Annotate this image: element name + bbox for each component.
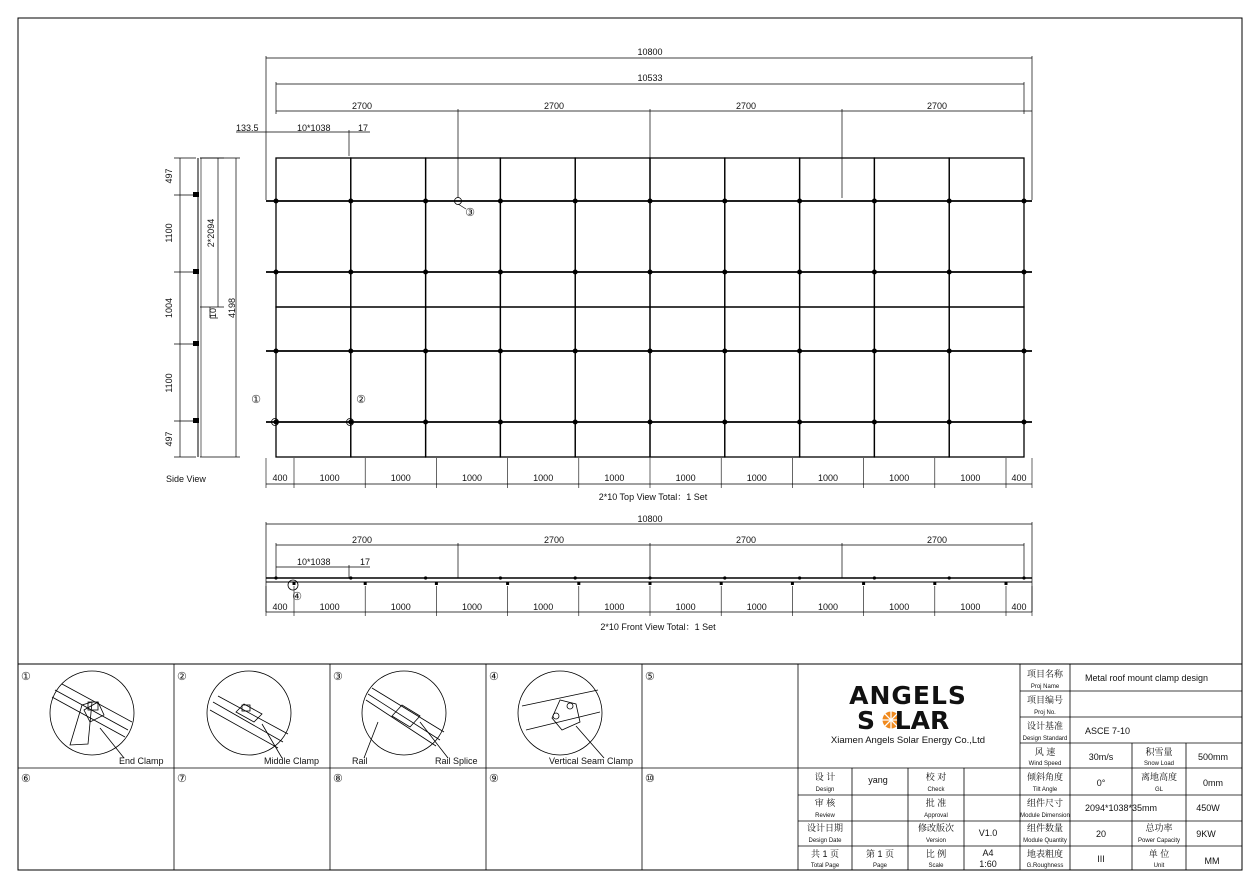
tb-proj-name-cn: 项目名称 xyxy=(1026,669,1064,679)
marker-4-front: ④ xyxy=(292,591,302,603)
spacing-label: 1000 xyxy=(817,602,839,612)
tb-moddim-en: Module Dimension xyxy=(1020,813,1070,819)
tb-design-std-val: ASCE 7-10 xyxy=(1085,726,1131,736)
clamp-point xyxy=(648,270,652,274)
detail-marker-6: ⑥ xyxy=(21,773,31,785)
tb-cap-en: Power Capacity xyxy=(1137,838,1181,844)
caption-rail: Rail xyxy=(352,756,368,766)
dim-overall: 10800 xyxy=(637,47,663,57)
tb-design-std-cn: 设计基准 xyxy=(1026,721,1064,731)
detail-marker-5: ⑤ xyxy=(645,671,655,683)
dim-gap: 17 xyxy=(358,123,369,133)
tb-gl-cn: 离地高度 xyxy=(1140,772,1178,782)
tb-cap-cn: 总功率 xyxy=(1145,823,1173,833)
detail-marker-3: ③ xyxy=(333,671,343,683)
clamp-point xyxy=(274,420,278,424)
clamp-point xyxy=(498,199,502,203)
spacing-label: 1000 xyxy=(817,473,839,483)
front-clamp xyxy=(798,576,801,579)
tb-modqty-en: Module Quantity xyxy=(1023,838,1067,844)
marker-1: ① xyxy=(251,394,261,406)
detail-panels xyxy=(18,664,798,870)
clamp-point xyxy=(424,349,428,353)
spacing-label: 400 xyxy=(1011,473,1027,483)
tb-review-cn: 审 核 xyxy=(814,798,836,808)
front-seam-clamp xyxy=(364,582,367,585)
spacing-label: 1000 xyxy=(604,602,625,612)
spacing-label: 1000 xyxy=(889,473,910,483)
side-total: 4198 xyxy=(227,297,237,319)
front-clamp xyxy=(723,576,726,579)
clamp-point xyxy=(573,270,577,274)
solar-module xyxy=(500,158,575,307)
clamp-point xyxy=(872,349,876,353)
tb-wind-val: 30m/s xyxy=(1088,752,1114,762)
tb-check-cn: 校 对 xyxy=(925,772,947,782)
logo-line1: ANGELS xyxy=(849,681,967,710)
clamp-point xyxy=(723,420,727,424)
clamp-point xyxy=(498,349,502,353)
tb-power-val: 450W xyxy=(1196,803,1220,813)
front-seam-clamp xyxy=(506,582,509,585)
top-view-caption: 2*10 Top View Total：1 Set xyxy=(598,492,708,502)
side-seg-4: 1100 xyxy=(164,373,174,393)
tb-wind-cn: 风 速 xyxy=(1034,747,1056,757)
tb-moddim-val: 2094*1038*35mm xyxy=(1085,803,1158,813)
solar-module xyxy=(575,158,650,307)
solar-module xyxy=(725,307,800,457)
tb-design-cn: 设 计 xyxy=(814,772,836,782)
front-seam-clamp xyxy=(293,582,296,585)
solar-module xyxy=(800,307,875,457)
front-spacing-dims xyxy=(266,586,1032,616)
side-module-len: 2*2094 xyxy=(206,218,216,248)
clamp-point xyxy=(274,199,278,203)
clamp-point xyxy=(947,199,951,203)
dim-inner: 10533 xyxy=(637,73,663,83)
dim-span-3: 2700 xyxy=(735,101,757,111)
tb-proj-no-en: Proj No. xyxy=(1034,710,1056,716)
spacing-label: 1000 xyxy=(960,602,981,612)
tb-modqty-cn: 组件数量 xyxy=(1026,823,1064,833)
tb-date-cn: 设计日期 xyxy=(806,823,844,833)
solar-module xyxy=(949,158,1024,307)
side-view xyxy=(164,158,240,484)
tb-rough-en: G.Roughness xyxy=(1026,863,1064,869)
solar-module xyxy=(725,158,800,307)
tb-date-en: Design Date xyxy=(808,838,842,844)
tb-version-val: V1.0 xyxy=(978,828,998,838)
tb-gl-val: 0mm xyxy=(1203,778,1223,788)
clamp-point xyxy=(498,270,502,274)
solar-module xyxy=(874,158,949,307)
tb-design-std-en: Design Standard xyxy=(1022,736,1068,742)
caption-end-clamp: End Clamp xyxy=(119,756,164,766)
side-view-label: Side View xyxy=(166,474,206,484)
top-view xyxy=(236,47,1032,502)
side-seg-2: 1100 xyxy=(164,223,174,243)
tb-scale-en: Scale xyxy=(928,863,944,869)
solar-module xyxy=(276,158,351,307)
detail-marker-7: ⑦ xyxy=(177,773,187,785)
logo-line2-s: S xyxy=(856,706,876,735)
spacing-label: 1000 xyxy=(390,602,411,612)
front-clamp xyxy=(424,576,427,579)
solar-module xyxy=(351,158,426,307)
clamp-point xyxy=(424,270,428,274)
end-clamp-illustration xyxy=(50,671,134,758)
caption-middle-clamp: Middle Clamp xyxy=(264,756,320,766)
tb-proj-name-en: Proj Name xyxy=(1030,684,1060,690)
side-gap: 10 xyxy=(208,307,218,319)
module-grid xyxy=(266,158,1032,457)
clamp-point xyxy=(274,270,278,274)
clamp-point xyxy=(798,349,802,353)
logo-line2-lar: LAR xyxy=(894,706,950,735)
bottom-spacing-dims xyxy=(266,458,1032,488)
tb-unit-val: MM xyxy=(1204,856,1220,866)
front-seam-clamp xyxy=(933,582,936,585)
spacing-label: 1000 xyxy=(319,602,340,612)
tb-scale-val1: A4 xyxy=(982,848,994,858)
front-seam-clamp xyxy=(577,582,580,585)
tb-scale-cn: 比 例 xyxy=(925,849,947,859)
detail-marker-1: ① xyxy=(21,671,31,683)
front-clamp xyxy=(349,576,352,579)
solar-module xyxy=(426,158,501,307)
tb-design-val: yang xyxy=(868,775,888,785)
tb-unit-en: Unit xyxy=(1153,863,1165,869)
clamp-point xyxy=(1022,199,1026,203)
tb-gl-en: GL xyxy=(1154,787,1164,793)
front-dim-span-1: 2700 xyxy=(351,535,373,545)
clamp-point xyxy=(573,349,577,353)
front-dim-span-3: 2700 xyxy=(735,535,757,545)
clamp-point xyxy=(349,420,353,424)
clamp-point xyxy=(798,199,802,203)
side-seg-5: 497 xyxy=(164,431,174,447)
front-view xyxy=(266,514,1032,632)
clamp-point xyxy=(573,420,577,424)
detail-marker-8: ⑧ xyxy=(333,773,343,785)
clamp-point xyxy=(723,349,727,353)
front-seam-clamp xyxy=(1005,582,1008,585)
clamp-point xyxy=(872,420,876,424)
spacing-label: 1000 xyxy=(461,473,483,483)
rail-splice-illustration xyxy=(362,671,448,758)
solar-module xyxy=(874,307,949,457)
clamp-point xyxy=(1022,420,1026,424)
clamp-point xyxy=(1022,349,1026,353)
front-clamp xyxy=(499,576,502,579)
caption-rail-splice: Rail Splice xyxy=(435,756,478,766)
solar-module xyxy=(351,307,426,457)
dim-span-4: 2700 xyxy=(926,101,948,111)
marker-2: ② xyxy=(356,394,366,406)
clamp-point xyxy=(349,199,353,203)
solar-module xyxy=(575,307,650,457)
tb-approval-cn: 批 准 xyxy=(925,798,947,808)
front-dim-gap: 17 xyxy=(360,557,371,567)
spacing-label: 1000 xyxy=(533,602,554,612)
sheet-border xyxy=(18,18,1242,870)
clamp-point xyxy=(573,199,577,203)
tb-modqty-val: 20 xyxy=(1095,829,1107,839)
front-seam-clamp xyxy=(649,582,652,585)
spacing-label: 400 xyxy=(272,473,288,483)
company-logo xyxy=(831,681,985,746)
clamp-point xyxy=(947,420,951,424)
tb-snow-cn: 积雪量 xyxy=(1145,747,1173,757)
solar-module xyxy=(500,307,575,457)
front-clamp xyxy=(574,576,577,579)
tb-tilt-cn: 倾斜角度 xyxy=(1026,772,1064,782)
spacing-label: 400 xyxy=(272,602,288,612)
front-view-caption: 2*10 Front View Total：1 Set xyxy=(600,622,716,632)
clamp-point xyxy=(648,420,652,424)
front-clamp xyxy=(648,576,651,579)
tb-design-en: Design xyxy=(815,787,835,793)
clamp-point xyxy=(947,270,951,274)
solar-module xyxy=(800,158,875,307)
solar-module xyxy=(650,158,725,307)
dim-span-2: 2700 xyxy=(543,101,565,111)
spacing-label: 1000 xyxy=(461,602,483,612)
tb-approval-en: Approval xyxy=(924,813,948,819)
tb-tilt-val: 0° xyxy=(1096,778,1106,788)
tb-unit-cn: 单 位 xyxy=(1148,849,1170,859)
spacing-label: 1000 xyxy=(604,473,625,483)
tb-total-cn: 共 1 页 xyxy=(810,849,840,859)
front-clamp xyxy=(948,576,951,579)
clamp-point xyxy=(648,349,652,353)
marker-3: ③ xyxy=(465,207,475,219)
front-dim-overall: 10800 xyxy=(637,514,663,524)
front-dim-pitch: 10*1038 xyxy=(297,557,331,567)
detail-marker-9: ⑨ xyxy=(489,773,499,785)
tb-page-en: Page xyxy=(872,863,888,869)
tb-rough-val: III xyxy=(1097,854,1105,864)
clamp-point xyxy=(349,349,353,353)
front-clamp xyxy=(1022,576,1025,579)
dim-edge: 133.5 xyxy=(236,123,259,133)
clamp-point xyxy=(872,270,876,274)
front-clamp xyxy=(873,576,876,579)
spacing-label: 1000 xyxy=(390,473,411,483)
front-seam-clamp xyxy=(862,582,865,585)
caption-vertical-seam-clamp: Vertical Seam Clamp xyxy=(549,756,634,766)
clamp-point xyxy=(723,270,727,274)
spacing-label: 400 xyxy=(1011,602,1027,612)
clamp-point xyxy=(798,420,802,424)
spacing-label: 1000 xyxy=(319,473,340,483)
spacing-label: 1000 xyxy=(960,473,981,483)
spacing-label: 1000 xyxy=(533,473,554,483)
front-clamp xyxy=(274,576,277,579)
tb-version-cn: 修改版次 xyxy=(917,823,955,833)
tb-version-en: Version xyxy=(925,838,947,844)
side-seg-3: 1004 xyxy=(164,297,174,319)
clamp-point xyxy=(723,199,727,203)
tb-proj-no-cn: 项目编号 xyxy=(1026,695,1064,705)
vertical-seam-clamp-illustration xyxy=(518,671,604,758)
tb-page-cn: 第 1 页 xyxy=(865,849,895,859)
spacing-label: 1000 xyxy=(889,602,910,612)
tb-total-en: Total Page xyxy=(810,863,840,869)
clamp-point xyxy=(872,199,876,203)
middle-clamp-illustration xyxy=(207,671,291,758)
tb-cap-val: 9KW xyxy=(1196,829,1216,839)
spacing-label: 1000 xyxy=(746,602,767,612)
clamp-point xyxy=(498,420,502,424)
clamp-point xyxy=(947,349,951,353)
tb-rough-cn: 地表粗度 xyxy=(1026,849,1064,859)
tb-wind-en: Wind Speed xyxy=(1028,761,1062,767)
front-dim-span-4: 2700 xyxy=(926,535,948,545)
front-seam-clamp xyxy=(720,582,723,585)
side-seg-1: 497 xyxy=(164,168,174,184)
solar-module xyxy=(276,307,351,457)
tb-check-en: Check xyxy=(927,787,945,793)
dim-span-1: 2700 xyxy=(351,101,373,111)
tb-review-en: Review xyxy=(815,813,835,819)
clamp-point xyxy=(1022,270,1026,274)
detail-marker-2: ② xyxy=(177,671,187,683)
solar-module xyxy=(650,307,725,457)
front-dim-span-2: 2700 xyxy=(543,535,565,545)
clamp-point xyxy=(648,199,652,203)
front-seam-clamp xyxy=(791,582,794,585)
clamp-point xyxy=(349,270,353,274)
tb-snow-val: 500mm xyxy=(1197,752,1229,762)
clamp-point xyxy=(798,270,802,274)
dim-module-pitch: 10*1038 xyxy=(297,123,331,133)
solar-module xyxy=(426,307,501,457)
tb-proj-name-val: Metal roof mount clamp design xyxy=(1085,673,1209,683)
spacing-label: 1000 xyxy=(746,473,767,483)
solar-module xyxy=(949,307,1024,457)
detail-marker-10: ⑩ xyxy=(645,773,655,785)
clamp-point xyxy=(274,349,278,353)
tb-tilt-en: Tilt Angle xyxy=(1032,787,1058,793)
spacing-label: 1000 xyxy=(675,602,696,612)
front-seam-clamp xyxy=(435,582,438,585)
spacing-label: 1000 xyxy=(675,473,696,483)
clamp-point xyxy=(424,199,428,203)
tb-moddim-cn: 组件尺寸 xyxy=(1026,798,1064,808)
tb-snow-en: Snow Load xyxy=(1143,761,1175,767)
detail-marker-4: ④ xyxy=(489,671,499,683)
company-name: Xiamen Angels Solar Energy Co.,Ltd xyxy=(830,735,986,746)
tb-scale-val2: 1:60 xyxy=(979,859,997,869)
clamp-point xyxy=(424,420,428,424)
